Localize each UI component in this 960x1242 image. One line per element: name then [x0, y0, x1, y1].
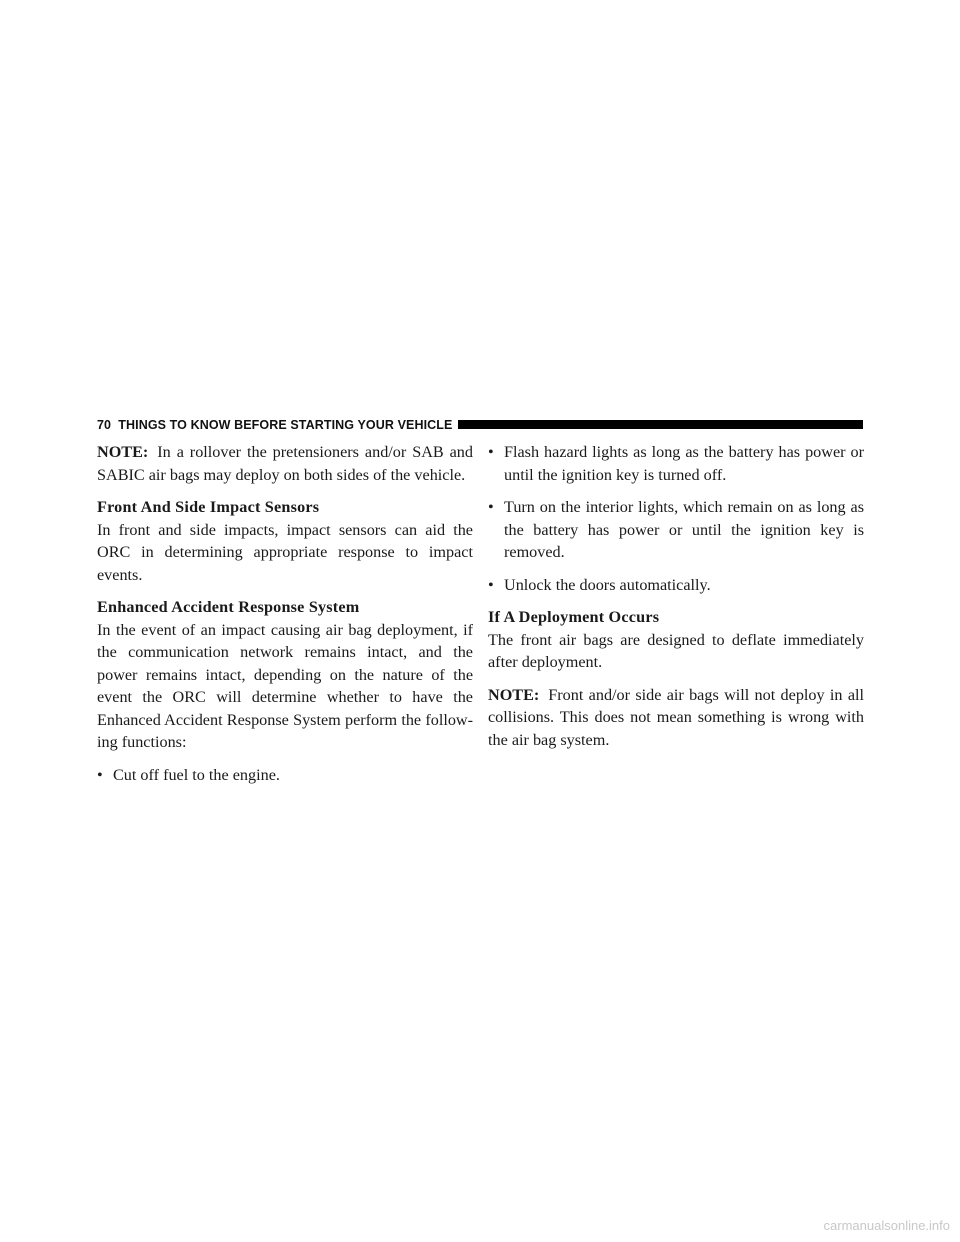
- heading-deployment: If A Deployment Occurs: [488, 608, 660, 626]
- page-header-text: [97, 418, 458, 432]
- paragraph-impact-sensors: In front and side impacts, impact sensors can aid the ORC in determining appropriate response to impact events.: [97, 520, 473, 584]
- list-item-text: Unlock the doors automatically.: [504, 575, 711, 594]
- note-text: Front and/or side air bags will not deploy in all collisions. This does not mean something is wrong with the air bag system.: [488, 685, 864, 749]
- list-item-text: Turn on the interior lights, which remain on as long as the battery has power or until the ignition key is removed.: [504, 498, 864, 561]
- note-rollover: [97, 441, 473, 486]
- list-item: [488, 496, 864, 564]
- right-column: [488, 441, 864, 761]
- paragraph-deployment: The front air bags are designed to deflate immediately after deployment.: [488, 630, 864, 671]
- bullet-icon: •: [488, 575, 494, 594]
- header-rule: [458, 420, 863, 429]
- bullet-icon: •: [97, 765, 103, 784]
- watermark: carmanualsonline.info: [823, 1218, 950, 1233]
- note-label: NOTE:: [97, 443, 149, 461]
- paragraph-accident-response: In the event of an impact causing air bag deployment, if the communication network remains intact, and the power remains intact, depending on the nature of the event the ORC will determine whether to have the Enhanced Accident Response System perform the follow-ing functions:: [97, 620, 473, 751]
- bullet-icon: •: [488, 443, 494, 461]
- note-label: NOTE:: [488, 685, 540, 704]
- left-column: [97, 441, 473, 796]
- section-title: THINGS TO KNOW BEFORE STARTING YOUR VEHICLE: [118, 417, 453, 432]
- list-item-text: Cut off fuel to the engine.: [113, 765, 280, 784]
- list-item: [97, 764, 473, 787]
- bullet-icon: •: [488, 498, 494, 516]
- heading-impact-sensors: Front And Side Impact Sensors: [97, 498, 320, 516]
- note-text: In a rollover the pretensioners and/or SAB and SABIC air bags may deploy on both sides of the vehicle.: [97, 443, 473, 484]
- list-item: [488, 574, 864, 597]
- list-item-text: Flash hazard lights as long as the battery has power or until the ignition key is turned off.: [504, 443, 864, 484]
- page-number: 70: [97, 417, 112, 432]
- heading-accident-response: Enhanced Accident Response System: [97, 598, 360, 616]
- page-header: [97, 417, 863, 432]
- list-item: [488, 441, 864, 486]
- note-deploy: [488, 684, 864, 752]
